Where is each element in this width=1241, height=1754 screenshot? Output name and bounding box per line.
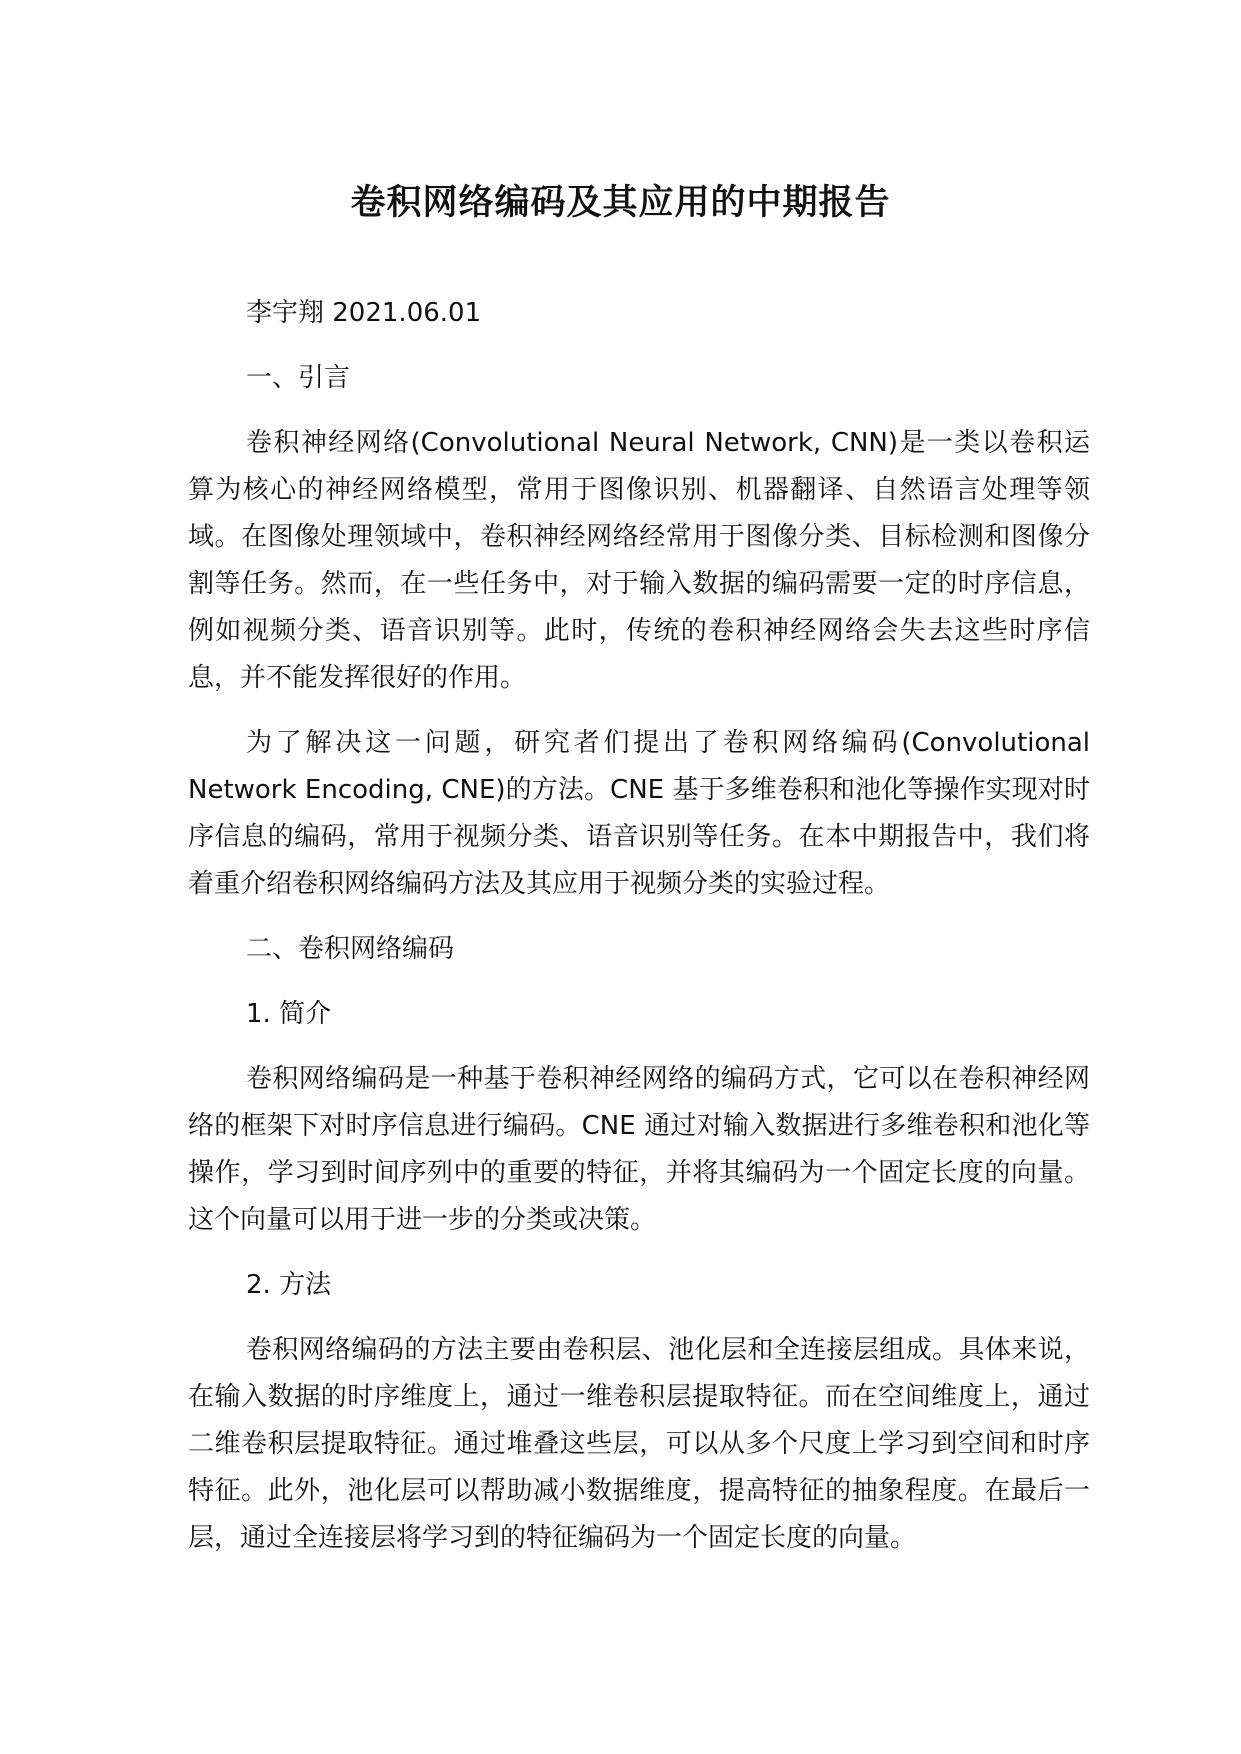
document-title: 卷积网络编码及其应用的中期报告 — [350, 183, 891, 223]
section-heading-cne: 二、卷积网络编码 — [246, 934, 455, 964]
method-paragraph: 卷积网络编码的方法主要由卷积层、池化层和全连接层组成。具体来说，在输入数据的时序维度上，通过一维卷积层提取特征。而在空间维度上，通过二维卷积层提取特征。通过堆叠这些层，可以从多个尺度上学习到空间和时序特征。此外，池化层可以帮助减小数据维度，提高特征的抽象程度。在最后一层，通过全连接层将学习到的特征编码为一个固定长度的向量。 — [188, 1335, 1090, 1553]
subsection-heading-overview: 1. 简介 — [246, 999, 332, 1029]
introduction-paragraph-2: 为了解决这一问题，研究者们提出了卷积网络编码(Convolutional Network Encoding, CNE)的方法。CNE 基于多维卷积和池化等操作实现对时序信息的编码，常用于视频分类、语音识别等任务。在本中期报告中，我们将着重介绍卷积网络编码方法及其应用于视频分类的实验过程。 — [188, 728, 1090, 899]
subsection-heading-method: 2. 方法 — [246, 1270, 332, 1300]
document-body — [188, 290, 1090, 1580]
introduction-paragraph-1: 卷积神经网络(Convolutional Neural Network, CNN)是一类以卷积运算为核心的神经网络模型，常用于图像识别、机器翻译、自然语言处理等领域。在图像处理领域中，卷积神经网络经常用于图像分类、目标检测和图像分割等任务。然而，在一些任务中，对于输入数据的编码需要一定的时序信息，例如视频分类、语音识别等。此时，传统的卷积神经网络会失去这些时序信息，并不能发挥很好的作用。 — [188, 428, 1090, 693]
overview-paragraph: 卷积网络编码是一种基于卷积神经网络的编码方式，它可以在卷积神经网络的框架下对时序信息进行编码。CNE 通过对输入数据进行多维卷积和池化等操作，学习到时间序列中的重要的特征，并将其编码为一个固定长度的向量。这个向量可以用于进一步的分类或决策。 — [188, 1064, 1090, 1235]
byline: 李宇翔 2021.06.01 — [246, 298, 482, 328]
section-heading-introduction: 一、引言 — [246, 363, 351, 393]
